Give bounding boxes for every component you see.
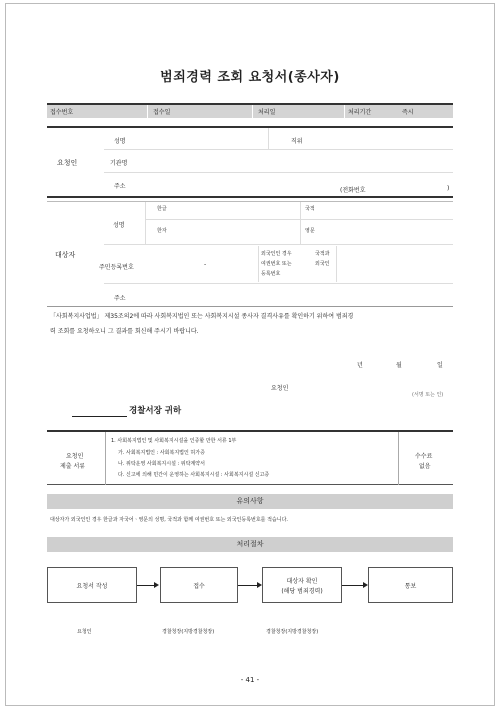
reason-item-c: 다. 신고에 의해 민간이 운영하는 사회복지시설 : 사회복지시설 신고증 xyxy=(118,472,270,478)
requester-position-field[interactable] xyxy=(320,129,450,147)
requester-name-field[interactable] xyxy=(140,129,265,147)
addressee-label: 경찰서장 귀하 xyxy=(129,406,182,416)
arrow-2 xyxy=(238,585,258,586)
statement-line2: 력 조회를 요청하오니 그 결과를 회신해 주시기 바랍니다. xyxy=(50,328,199,335)
subject-rrn-back-field[interactable] xyxy=(210,255,255,273)
subject-rrn-dash: - xyxy=(204,261,207,268)
foreigner-label-line3: 등록번호 xyxy=(261,271,281,277)
subject-chinese-label: 한자 xyxy=(157,228,167,234)
step-notify: 통보 xyxy=(368,567,453,603)
statement-line1: 「사회복지사업법」 제35조의2에 따라 사회복지법인 또는 사회복지시설 종사자 결격사유를 확인하기 위하여 범죄경 xyxy=(50,313,354,320)
processing-period-label: 처리기간 xyxy=(348,109,372,116)
reason-label-line1: 요청인 xyxy=(66,453,84,460)
subject-rrn-front-field[interactable] xyxy=(150,255,200,273)
subject-nationality-label: 국적 xyxy=(305,206,315,212)
foreigner-label-line2: 여권번호 또는 xyxy=(261,261,292,267)
processing-period-value: 즉시 xyxy=(402,109,414,116)
foreigner-label-line5: 외국인 xyxy=(315,261,330,267)
reason-item-1: 1. 사회복지법인 및 사회복지시설을 인증할 만한 서류 1부 xyxy=(111,438,237,444)
subject-address-field[interactable] xyxy=(140,287,450,303)
subject-korean-label: 한글 xyxy=(157,206,167,212)
date-day-label: 일 xyxy=(437,362,443,369)
reason-label-line2: 제출 서류 xyxy=(60,463,86,470)
signature-field[interactable] xyxy=(300,378,400,394)
date-month-label: 월 xyxy=(396,362,402,369)
subject-chinese-name-field[interactable] xyxy=(175,222,295,240)
requester-org-label: 기관명 xyxy=(110,160,128,167)
notice-header: 유의사항 xyxy=(47,494,453,509)
requester-position-label: 직위 xyxy=(291,138,303,145)
arrow-3 xyxy=(342,585,364,586)
actor-requester: 요청인 xyxy=(77,629,92,635)
foreigner-label-line4: 국적과 xyxy=(315,251,330,257)
requester-phone-field[interactable] xyxy=(375,181,445,193)
actor-police-verify: 경찰청장(지방경찰청장) xyxy=(266,629,319,635)
requester-address-label: 주소 xyxy=(114,183,126,190)
processed-date-label: 처리일 xyxy=(258,109,276,116)
subject-nationality-field[interactable] xyxy=(325,203,450,217)
requester-name-label: 성명 xyxy=(114,138,126,145)
step-verify-subject: 대상자 확인 (해당 범죄경력) xyxy=(262,567,342,603)
requester-org-field[interactable] xyxy=(140,152,450,170)
receipt-no-label: 접수번호 xyxy=(50,109,74,116)
requester-phone-label: (전화번호 xyxy=(340,187,366,194)
reason-item-a: 가. 사회복지법인 : 사회복지법인 허가증 xyxy=(118,450,205,456)
subject-name-label: 성명 xyxy=(113,222,125,229)
step-receipt: 접수 xyxy=(160,567,238,603)
subject-korean-name-field[interactable] xyxy=(175,203,295,217)
police-station-field[interactable] xyxy=(72,405,127,417)
actor-police-receipt: 경찰청장(지방경찰청장) xyxy=(162,629,215,635)
foreigner-passport-field[interactable] xyxy=(340,250,450,278)
date-year-label: 년 xyxy=(357,362,363,369)
arrow-1 xyxy=(137,585,155,586)
subject-address-label: 주소 xyxy=(114,295,126,302)
arrow-1-head-icon xyxy=(154,582,159,588)
step-write-request: 요청서 작성 xyxy=(47,567,137,603)
requester-phone-close: ) xyxy=(447,185,450,192)
form-title: 범죄경력 조회 요청서(종사자) xyxy=(160,70,340,85)
notice-text: 대상자가 외국인인 경우 한글과 자국어ㆍ영문의 성명, 국적과 함께 여권번호 또는 외국인등록번호를 적습니다. xyxy=(50,517,289,523)
receipt-bar xyxy=(47,103,453,118)
subject-english-label: 영문 xyxy=(305,228,315,234)
signature-label: 요청인 xyxy=(271,385,289,392)
requester-address-field[interactable] xyxy=(140,175,340,191)
fee-label: 수수료 xyxy=(415,453,433,460)
requester-section-label: 요청인 xyxy=(57,159,78,167)
fee-value: 없음 xyxy=(419,463,431,470)
page-number: - 41 - xyxy=(240,676,260,684)
signature-seal-note: (서명 또는 인) xyxy=(412,392,444,398)
foreigner-label-line1: 외국인인 경우 xyxy=(261,251,292,257)
subject-rrn-label: 주민등록번호 xyxy=(99,264,134,271)
receipt-date-label: 접수일 xyxy=(153,109,171,116)
reason-item-b: 나. 위탁운영 사회복지시설 : 위탁계약서 xyxy=(118,461,205,467)
procedure-header: 처리절차 xyxy=(47,537,453,552)
subject-section-label: 대상자 xyxy=(55,251,76,259)
subject-english-name-field[interactable] xyxy=(325,222,450,240)
